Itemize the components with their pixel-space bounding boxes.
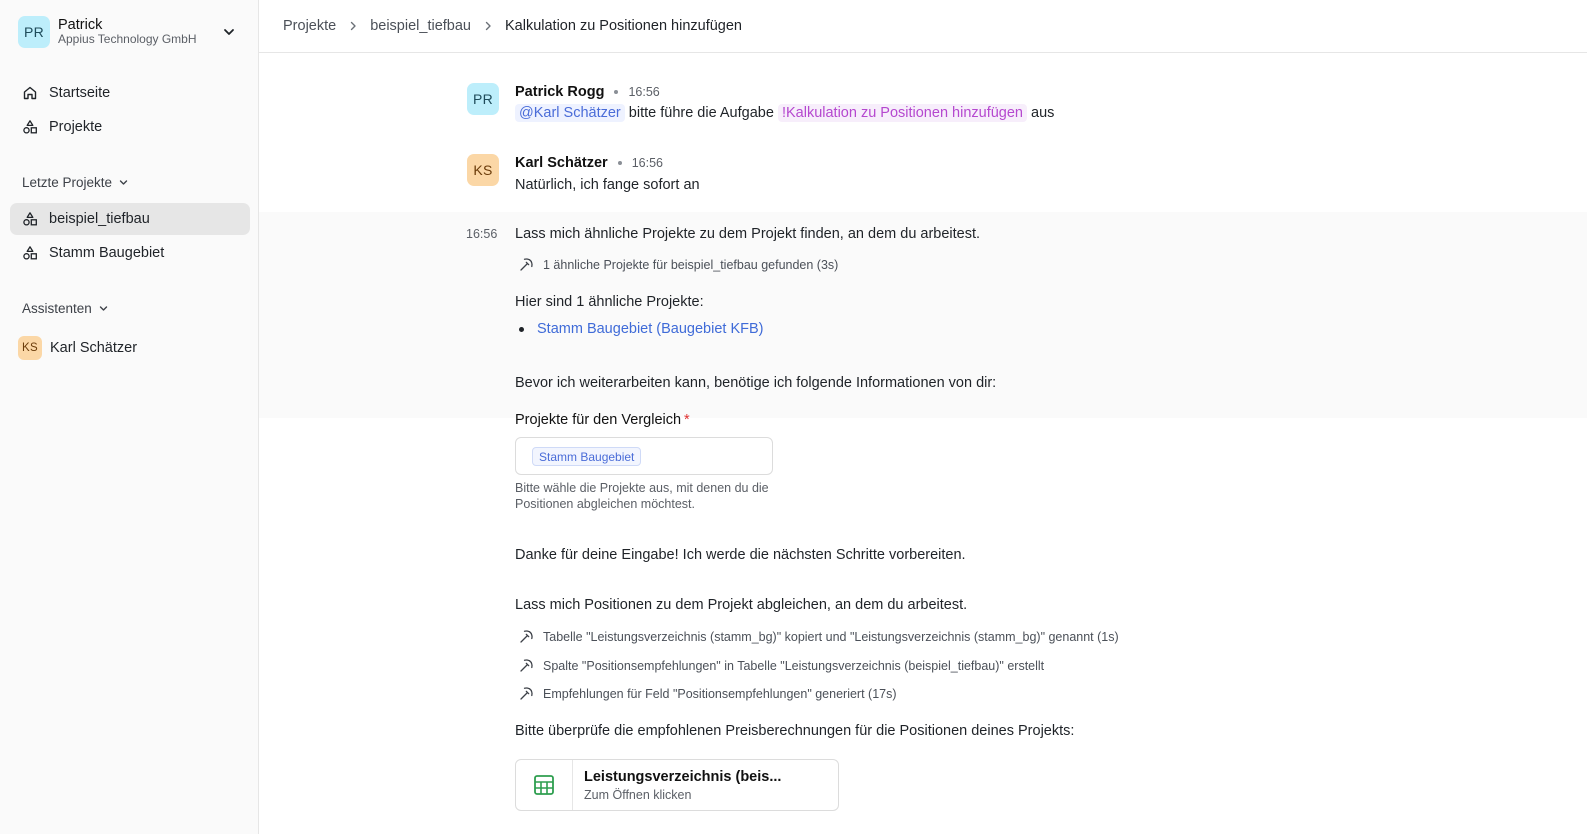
- chevron-down-icon: [118, 177, 129, 188]
- message-text-middle: bitte führe die Aufgabe: [628, 105, 774, 121]
- chevron-right-icon: [347, 20, 359, 32]
- chat-thread: [259, 54, 1587, 834]
- nav-projects[interactable]: [10, 111, 250, 143]
- tool-call: [519, 686, 897, 701]
- message-time: 16:56: [628, 85, 660, 99]
- message-text-end: aus: [1031, 105, 1055, 121]
- recent-project-stamm-baugebiet[interactable]: [10, 237, 250, 269]
- chevron-down-icon: [98, 303, 109, 314]
- assistants-toggle[interactable]: [22, 301, 109, 316]
- message-header: [515, 83, 660, 101]
- user-avatar: PR: [18, 16, 50, 48]
- required-marker: *: [684, 412, 690, 428]
- agent-time: 16:56: [466, 227, 498, 241]
- list-item: [519, 321, 763, 337]
- tool-call: [519, 658, 1044, 673]
- shapes-icon: [22, 245, 38, 261]
- table-card-text: [573, 760, 781, 810]
- message-text: Natürlich, ich fange sofort an: [515, 177, 700, 193]
- field-label-text: Projekte für den Vergleich: [515, 412, 682, 428]
- tool-call-text: Tabelle "Leistungsverzeichnis (stamm_bg)" kopiert und "Leistungsverzeichnis (stamm_bg)" genannt (1s): [543, 629, 1119, 644]
- breadcrumb-project[interactable]: beispiel_tiefbau: [370, 18, 471, 34]
- message-text: [515, 105, 1054, 121]
- chevron-right-icon: [482, 20, 494, 32]
- user-switcher[interactable]: [18, 16, 242, 48]
- sidebar: [0, 0, 259, 834]
- assistant-label: Karl Schätzer: [50, 340, 138, 356]
- agent-intro: Lass mich ähnliche Projekte zu dem Projekt finden, an dem du arbeitest.: [515, 226, 981, 242]
- step2-text: Lass mich Positionen zu dem Projekt abgleichen, an dem du arbeitest.: [515, 597, 968, 613]
- recent-projects-toggle[interactable]: [22, 175, 129, 190]
- nav-home-label: Startseite: [49, 85, 111, 101]
- separator-dot: [618, 161, 622, 165]
- review-text: Bitte überprüfe die empfohlenen Preisberechnungen für die Positionen deines Projekts:: [515, 723, 1075, 739]
- recent-project-label: Stamm Baugebiet: [49, 245, 165, 261]
- recent-projects-heading: Letzte Projekte: [22, 175, 113, 190]
- info-request-text: Bevor ich weiterarbeiten kann, benötige ich folgende Informationen von dir:: [515, 375, 997, 391]
- tool-call-text: Spalte "Positionsempfehlungen" in Tabelle "Leistungsverzeichnis (beispiel_tiefbau)" erstellt: [543, 658, 1045, 673]
- table-icon: [516, 760, 573, 810]
- user-info: [58, 17, 197, 47]
- nav-projects-label: Projekte: [49, 119, 103, 135]
- tool-call: [519, 629, 1119, 644]
- thanks-text: Danke für deine Eingabe! Ich werde die nächsten Schritte vorbereiten.: [515, 547, 966, 563]
- tool-pick-icon: [519, 629, 534, 644]
- assistants-heading: Assistenten: [22, 301, 92, 316]
- shapes-icon: [22, 119, 38, 135]
- breadcrumb-current: Kalkulation zu Positionen hinzufügen: [504, 18, 742, 34]
- message-author: Karl Schätzer: [515, 155, 608, 171]
- result-heading: Hier sind 1 ähnliche Projekte:: [515, 294, 704, 310]
- task-link[interactable]: !Kalkulation zu Positionen hinzufügen: [778, 104, 1027, 122]
- tool-pick-icon: [519, 658, 534, 673]
- similar-project-link[interactable]: Stamm Baugebiet (Baugebiet KFB): [537, 321, 764, 337]
- tool-call-text: 1 ähnliche Projekte für beispiel_tiefbau gefunden (3s): [543, 257, 839, 272]
- mention-link[interactable]: @Karl Schätzer: [515, 104, 625, 122]
- tool-pick-icon: [519, 257, 534, 272]
- recent-project-beispiel-tiefbau[interactable]: [10, 203, 250, 235]
- breadcrumb-projects[interactable]: Projekte: [283, 18, 337, 34]
- breadcrumb: [259, 0, 1587, 53]
- home-icon: [22, 85, 38, 101]
- assistant-karl-schaetzer[interactable]: [10, 332, 250, 364]
- separator-dot: [614, 90, 618, 94]
- user-name: Patrick: [58, 16, 103, 33]
- table-card-subtitle: Zum Öffnen klicken: [584, 787, 692, 802]
- tool-pick-icon: [519, 686, 534, 701]
- tool-call: [519, 257, 838, 272]
- table-card[interactable]: [515, 759, 839, 811]
- chevron-down-icon: [222, 25, 236, 39]
- user-company: Appius Technology GmbH: [58, 32, 197, 47]
- bullet-dot: [519, 327, 524, 332]
- author-avatar: PR: [467, 83, 499, 115]
- shapes-icon: [22, 211, 38, 227]
- selected-project-tag[interactable]: Stamm Baugebiet: [532, 447, 641, 466]
- comparison-projects-select[interactable]: [515, 437, 773, 475]
- recent-project-label: beispiel_tiefbau: [49, 211, 150, 227]
- message-header: [515, 154, 663, 172]
- comparison-projects-label: [515, 412, 690, 428]
- message-author: Patrick Rogg: [515, 84, 605, 100]
- table-card-title: Leistungsverzeichnis (beis...: [584, 768, 782, 785]
- message-time: 16:56: [631, 156, 663, 170]
- field-help-text: Bitte wähle die Projekte aus, mit denen du die Positionen abgleichen möchtest.: [515, 481, 769, 511]
- assistant-avatar: KS: [18, 336, 42, 360]
- tool-call-text: Empfehlungen für Feld "Positionsempfehlungen" generiert (17s): [543, 686, 897, 701]
- nav-home[interactable]: [10, 77, 250, 109]
- author-avatar: KS: [467, 154, 499, 186]
